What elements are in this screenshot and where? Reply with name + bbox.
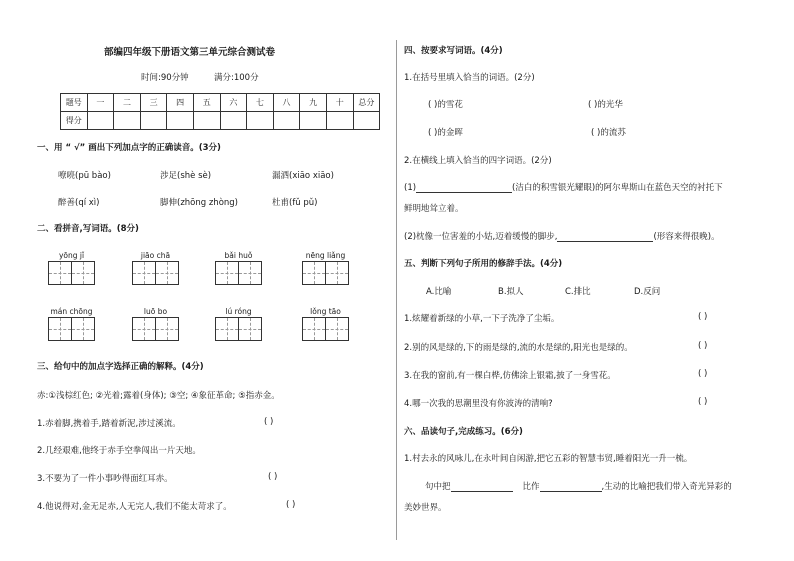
score-table-score-row xyxy=(61,112,380,130)
choice-option: D.反问 xyxy=(634,287,661,297)
pinyin-word xyxy=(48,251,95,285)
score-table xyxy=(60,93,380,130)
pinyin-label: luō bo xyxy=(143,307,168,316)
score-header-cell: 二 xyxy=(114,94,141,112)
fill-blank[interactable]: ( )的金晖 xyxy=(428,128,463,138)
fill-blank[interactable]: ( )的流苏 xyxy=(591,128,626,138)
pronunciation-item: 涉足(shè sè) xyxy=(160,171,212,181)
sentence-prefix: (1) xyxy=(404,183,417,193)
writing-box[interactable] xyxy=(71,261,95,285)
time-label: 时间:90分钟 xyxy=(141,73,189,83)
question-text: 4.他说得对,金无足赤,人无完人,我们不能太苛求了。 xyxy=(37,502,232,512)
score-row-label: 得分 xyxy=(61,112,88,130)
pronunciation-item: 杜甫(fǔ pǔ) xyxy=(272,198,318,208)
score-cell[interactable] xyxy=(193,112,220,130)
score-cell[interactable] xyxy=(167,112,194,130)
pinyin-word xyxy=(48,307,95,341)
answer-paren[interactable]: ( ) xyxy=(268,472,278,482)
pinyin-label: yōng jǐ xyxy=(58,251,85,260)
pinyin-label: lǒng tāo xyxy=(310,307,341,316)
score-cell[interactable] xyxy=(220,112,247,130)
score-header-cell: 一 xyxy=(87,94,114,112)
sentence-text: (2)枕像一位害羞的小姑,迈着缓慢的脚步, xyxy=(404,232,558,242)
score-cell[interactable] xyxy=(114,112,141,130)
pinyin-word xyxy=(132,251,179,285)
score-header-cell: 七 xyxy=(247,94,274,112)
answer-paren[interactable]: ( ) xyxy=(698,397,708,407)
pinyin-word xyxy=(215,251,262,285)
writing-box[interactable] xyxy=(325,317,349,341)
score-cell[interactable] xyxy=(326,112,353,130)
sentence-text: 句中把 xyxy=(425,482,451,492)
score-table-header-row xyxy=(61,94,380,112)
definition-options: 赤:①浅棕红色; ②光着;露着(身体); ③空; ④象征革命; ⑤指赤金。 xyxy=(37,391,280,401)
pinyin-word xyxy=(215,307,262,341)
section-4-title: 四、按要求写词语。(4分) xyxy=(404,46,503,56)
question-text: 2.别的风是绿的,下的雨是绿的,流的水是绿的,阳光也是绿的。 xyxy=(404,343,633,353)
section-3-title: 三、给句中的加点字选择正确的解释。(4分) xyxy=(37,362,204,372)
writing-box[interactable] xyxy=(215,317,239,341)
writing-box[interactable] xyxy=(325,261,349,285)
pinyin-label: mán chōng xyxy=(50,307,93,316)
sentence-line xyxy=(425,480,732,492)
writing-box[interactable] xyxy=(155,261,179,285)
pinyin-word xyxy=(302,307,349,341)
writing-box[interactable] xyxy=(215,261,239,285)
question-text: 1.炫耀着新绿的小草,一下子洗净了尘垢。 xyxy=(404,314,560,324)
pronunciation-item: 脚伸(zhōng zhòng) xyxy=(160,198,238,208)
page-divider xyxy=(396,40,397,540)
choice-option: C.排比 xyxy=(565,287,591,297)
sentence-text: (洁白的积雪银光耀眼)的阿尔卑斯山在蓝色天空的衬托下 xyxy=(512,183,723,193)
score-cell[interactable] xyxy=(247,112,274,130)
question-text: 2.在横线上填入恰当的四字词语。(2分) xyxy=(404,156,552,166)
pronunciation-item: 醉善(qí xì) xyxy=(58,198,100,208)
choice-option: A.比喻 xyxy=(426,287,452,297)
fill-blank[interactable]: ( )的光华 xyxy=(588,100,623,110)
score-header-cell: 总分 xyxy=(353,94,380,112)
sentence-text: (形容来得很晚)。 xyxy=(653,232,720,242)
pinyin-word xyxy=(132,307,179,341)
writing-box[interactable] xyxy=(238,261,262,285)
writing-box[interactable] xyxy=(71,317,95,341)
fill-blank[interactable]: ( )的雪花 xyxy=(428,100,463,110)
pinyin-word xyxy=(302,251,349,285)
section-5-title: 五、判断下列句子所用的修辞手法。(4分) xyxy=(404,259,563,269)
writing-box[interactable] xyxy=(132,317,156,341)
writing-box[interactable] xyxy=(155,317,179,341)
score-header-cell: 三 xyxy=(140,94,167,112)
question-text: 1.在括号里填入恰当的词语。(2分) xyxy=(404,73,535,83)
choice-option: B.拟人 xyxy=(498,287,524,297)
sentence-text: ,生动的比喻把我们带入奇光异彩的 xyxy=(601,482,732,492)
sentence-line xyxy=(404,181,723,193)
question-text: 3.在我的窗前,有一棵白桦,仿佛涂上银霜,披了一身雪花。 xyxy=(404,371,616,381)
score-cell[interactable] xyxy=(87,112,114,130)
section-6-title: 六、品读句子,完成练习。(6分) xyxy=(404,427,523,437)
score-cell[interactable] xyxy=(300,112,327,130)
answer-paren[interactable]: ( ) xyxy=(698,369,708,379)
answer-paren[interactable]: ( ) xyxy=(698,341,708,351)
score-cell[interactable] xyxy=(273,112,300,130)
score-header-cell: 六 xyxy=(220,94,247,112)
pronunciation-item: 嘹喨(pū bào) xyxy=(58,171,111,181)
score-header-cell: 四 xyxy=(167,94,194,112)
page-title: 部编四年级下册语文第三单元综合测试卷 xyxy=(104,47,276,58)
pinyin-label: bǎi huǒ xyxy=(224,251,253,260)
question-text: 3.不要为了一件小事吵得面红耳赤。 xyxy=(37,474,173,484)
pinyin-label: nēng liǎng xyxy=(305,251,346,260)
score-cell[interactable] xyxy=(140,112,167,130)
question-text: 1.赤着脚,携着手,踏着新泥,涉过溪流。 xyxy=(37,419,181,429)
answer-blank[interactable] xyxy=(557,231,653,242)
question-text: 4.哪一次我的思潮里没有你波涛的清响? xyxy=(404,399,553,409)
sentence-text: 比作 xyxy=(522,482,540,492)
pronunciation-item: 漏洒(xiāo xiāo) xyxy=(272,171,334,181)
score-header-cell: 题号 xyxy=(61,94,88,112)
answer-paren[interactable]: ( ) xyxy=(286,500,296,510)
writing-box[interactable] xyxy=(302,317,326,341)
sentence-line xyxy=(404,230,720,242)
score-cell[interactable] xyxy=(353,112,380,130)
writing-box[interactable] xyxy=(302,261,326,285)
writing-box[interactable] xyxy=(48,261,72,285)
writing-box[interactable] xyxy=(48,317,72,341)
question-text: 2.几经艰难,他终于赤手空拳闯出一片天地。 xyxy=(37,446,201,456)
pinyin-label: jiāo chā xyxy=(140,251,171,260)
section-2-title: 二、看拼音,写词语。(8分) xyxy=(37,224,139,234)
answer-paren[interactable]: ( ) xyxy=(264,417,274,427)
answer-blank[interactable] xyxy=(540,481,602,492)
pinyin-label: lú róng xyxy=(225,307,252,316)
answer-blank[interactable] xyxy=(451,481,513,492)
passage-text: 1.村去永的风咏儿,在永叶间自闲游,把它五彩的智慧韦贸,睡着阳光一升一梳。 xyxy=(404,454,693,464)
score-header-cell: 九 xyxy=(300,94,327,112)
score-header-cell: 五 xyxy=(193,94,220,112)
answer-blank[interactable] xyxy=(416,182,512,193)
score-header-cell: 十 xyxy=(326,94,353,112)
sentence-text: 美妙世界。 xyxy=(404,503,447,513)
writing-box[interactable] xyxy=(238,317,262,341)
answer-paren[interactable]: ( ) xyxy=(698,312,708,322)
writing-box[interactable] xyxy=(132,261,156,285)
score-label: 满分:100分 xyxy=(214,73,259,83)
section-1-title: 一、用 “ √” 画出下列加点字的正确读音。(3分) xyxy=(37,143,221,153)
sentence-text: 鲜明地耸立着。 xyxy=(404,204,464,214)
score-header-cell: 八 xyxy=(273,94,300,112)
